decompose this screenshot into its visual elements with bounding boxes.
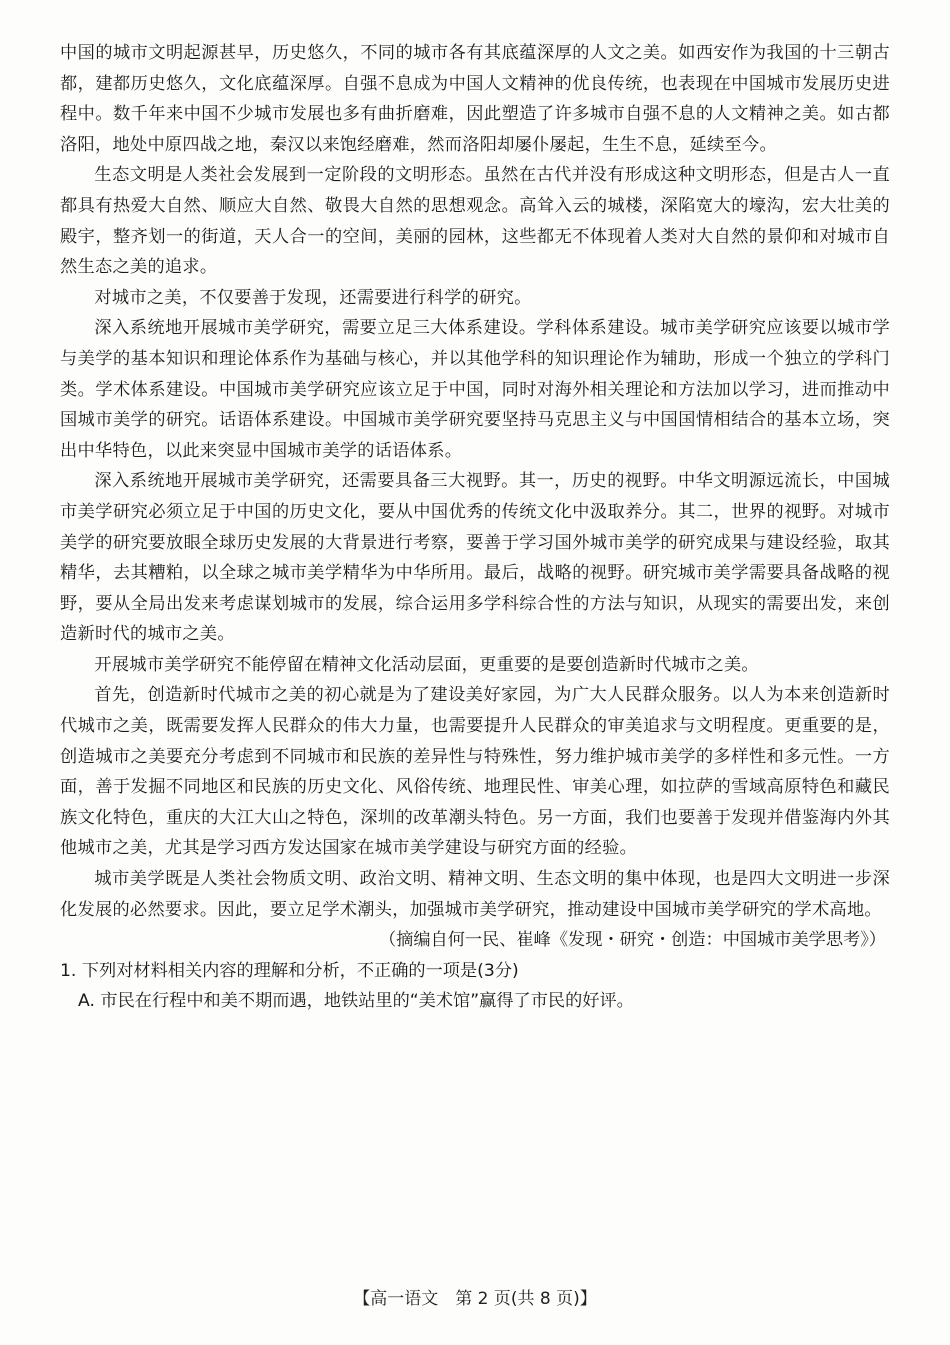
paragraph-1: 中国的城市文明起源甚早，历史悠久，不同的城市各有其底蕴深厚的人文之美。如西安作为我国的十三朝古都，建都历史悠久，文化底蕴深厚。自强不息成为中国人文精神的优良传统，也表现在中国城市发展历史进程中。数千年来中国不少城市发展也多有曲折磨难，因此塑造了许多城市自强不息的人文精神之美。如古都洛阳，地处中原四战之地，秦汉以来饱经磨难，然而洛阳却屡仆屡起，生生不息，延续至今。 xyxy=(60,43,890,155)
article-body xyxy=(60,38,890,1017)
question-stem: 1. 下列对材料相关内容的理解和分析，不正确的一项是(3分) xyxy=(60,960,519,981)
paragraph-2: 生态文明是人类社会发展到一定阶段的文明形态。虽然在古代并没有形成这种文明形态，但是古人一直都具有热爱大自然、顺应大自然、敬畏大自然的思想观念。高耸入云的城楼，深陷宽大的壕沟，宏大壮美的殿宇，整齐划一的街道，天人合一的空间，美丽的园林，这些都无不体现着人类对大自然的景仰和对城市自然生态之美的追求。 xyxy=(60,165,890,278)
option-a: A. 市民在行程中和美不期而遇，地铁站里的“美术馆”赢得了市民的好评。 xyxy=(78,991,634,1012)
paragraph-7: 首先，创造新时代城市之美的初心就是为了建设美好家园，为广大人民群众服务。以人为本来创造新时代城市之美，既需要发挥人民群众的伟大力量，也需要提升人民群众的审美追求与文明程度。更重要的是，创造城市之美要充分考虑到不同城市和民族的差异性与特殊性，努力维护城市美学的多样性和多元性。一方面，善于发掘不同地区和民族的历史文化、风俗传统、地理民性、审美心理，如拉萨的雪域高原特色和藏民族文化特色，重庆的大江大山之特色，深圳的改革潮头特色。另一方面，我们也要善于发现并借鉴海内外其他城市之美，尤其是学习西方发达国家在城市美学建设与研究方面的经验。 xyxy=(60,685,890,859)
paragraph-3: 对城市之美，不仅要善于发现，还需要进行科学的研究。 xyxy=(94,287,532,308)
page-footer: 【高一语文 第 2 页(共 8 页)】 xyxy=(353,1289,597,1309)
source-citation: （摘编自何一民、崔峰《发现・研究・创造：中国城市美学思考》） xyxy=(378,930,886,951)
paragraph-8: 城市美学既是人类社会物质文明、政治文明、精神文明、生态文明的集中体现，也是四大文明进一步深化发展的必然要求。因此，要立足学术潮头，加强城市美学研究，推动建设中国城市美学研究的学术高地。 xyxy=(60,869,890,920)
paragraph-4: 深入系统地开展城市美学研究，需要立足三大体系建设。学科体系建设。城市美学研究应该要以城市学与美学的基本知识和理论体系作为基础与核心，并以其他学科的知识理论作为辅助，形成一个独立的学科门类。学术体系建设。中国城市美学研究应该立足于中国，同时对海外相关理论和方法加以学习，进而推动中国城市美学的研究。话语体系建设。中国城市美学研究要坚持马克思主义与中国国情相结合的基本立场，突出中华特色，以此来突显中国城市美学的话语体系。 xyxy=(60,318,890,461)
paragraph-6: 开展城市美学研究不能停留在精神文化活动层面，更重要的是要创造新时代城市之美。 xyxy=(94,654,759,675)
paragraph-5: 深入系统地开展城市美学研究，还需要具备三大视野。其一，历史的视野。中华文明源远流长，中国城市美学研究必须立足于中国的历史文化，要从中国优秀的传统文化中汲取养分。其二，世界的视野。对城市美学的研究要放眼全球历史发展的大背景进行考察，要善于学习国外城市美学的研究成果与建设经验，取其精华，去其糟粕，以全球之城市美学精华为中华所用。最后，战略的视野。研究城市美学需要具备战略的视野，要从全局出发来考虑谋划城市的发展，综合运用多学科综合性的方法与知识，从现实的需要出发，来创造新时代的城市之美。 xyxy=(60,471,890,645)
